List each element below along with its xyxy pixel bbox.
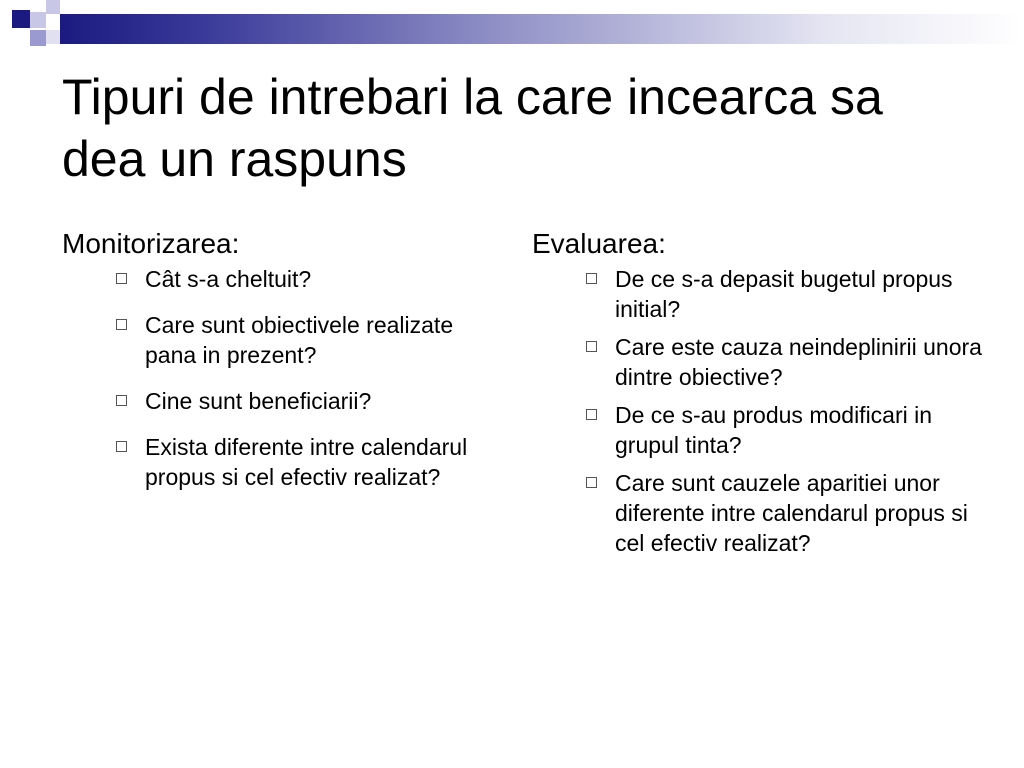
list-item [114, 310, 492, 370]
list-item [114, 264, 492, 294]
decor-square [12, 10, 30, 28]
list-item [584, 468, 982, 558]
square-bullet-icon [116, 319, 127, 330]
square-bullet-icon [586, 409, 597, 420]
square-bullet-icon [116, 395, 127, 406]
column-heading: Monitorizarea: [62, 228, 240, 259]
list-item-text: Care sunt obiectivele realizate pana in prezent? [145, 312, 454, 368]
decor-square [46, 0, 60, 14]
list-item [584, 400, 982, 460]
bullet-list [62, 264, 492, 492]
decor-square [46, 14, 60, 28]
square-bullet-icon [116, 441, 127, 452]
list-item-text: Exista diferente intre calendarul propus si cel efectiv realizat? [145, 434, 468, 490]
square-bullet-icon [586, 273, 597, 284]
gradient-bar [60, 14, 1024, 44]
list-item [114, 386, 492, 416]
square-bullet-icon [116, 273, 127, 284]
list-item-text: Care este cauza neindeplinirii unora dintre obiective? [615, 334, 982, 390]
decor-square [30, 30, 46, 46]
list-item [584, 332, 982, 392]
bullet-list [532, 264, 982, 558]
list-item-text: Care sunt cauzele aparitiei unor diferente intre calendarul propus si cel efectiv realizat? [615, 470, 968, 556]
decor-square [30, 12, 46, 28]
square-bullet-icon [586, 341, 597, 352]
list-item-text: Cât s-a cheltuit? [145, 266, 312, 292]
evaluation-column [532, 226, 982, 566]
column-heading: Evaluarea: [532, 228, 666, 259]
list-item-text: De ce s-au produs modificari in grupul tinta? [615, 402, 933, 458]
monitoring-column [62, 226, 492, 508]
list-item-text: Cine sunt beneficiarii? [145, 388, 372, 414]
list-item-text: De ce s-a depasit bugetul propus initial? [615, 266, 953, 322]
list-item [114, 432, 492, 492]
decor-square [46, 30, 60, 44]
list-item [584, 264, 982, 324]
slide-title: Tipuri de intrebari la care incearca sa dea un raspuns [62, 69, 883, 187]
square-bullet-icon [586, 477, 597, 488]
